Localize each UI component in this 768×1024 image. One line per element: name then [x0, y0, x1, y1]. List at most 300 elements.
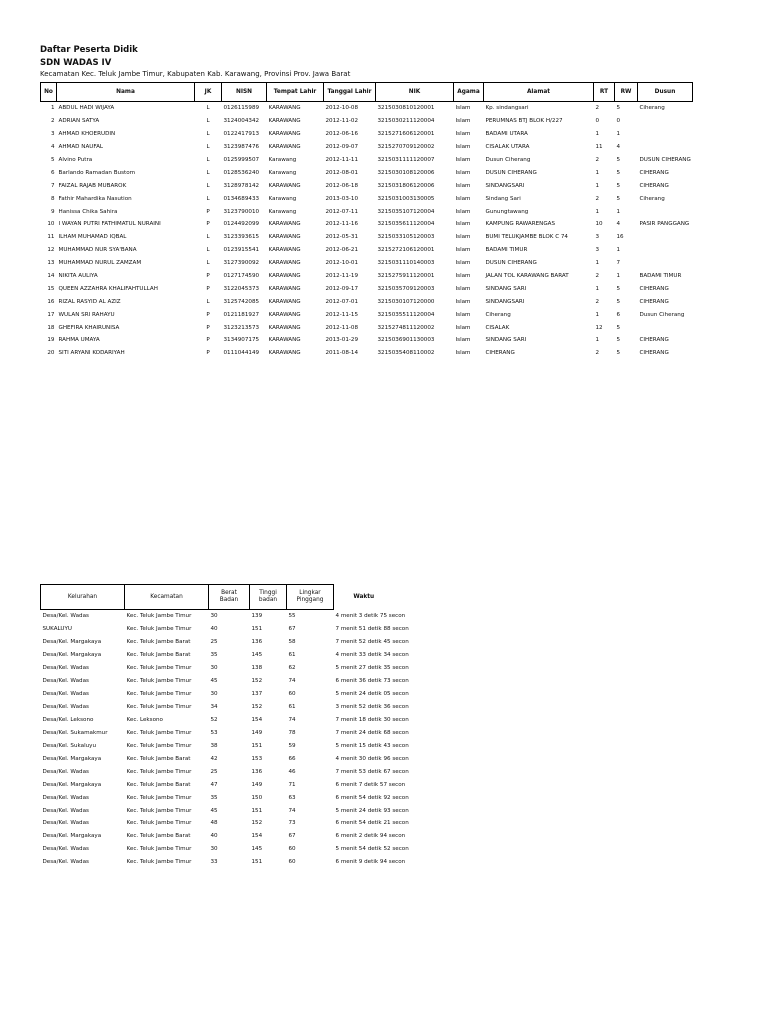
table-cell: 1: [616, 247, 621, 254]
table-cell: [638, 128, 693, 141]
table-cell: DUSUN CIHERANG: [485, 169, 537, 176]
table-cell: 2012-08-01: [325, 169, 359, 176]
table-cell: 149: [251, 729, 263, 736]
table-cell: Islam: [455, 247, 471, 254]
table-cell: 6: [616, 311, 621, 318]
table-cell: 5: [616, 169, 621, 176]
table-cell: AHMAD KHOERUDIN: [58, 131, 116, 138]
table-cell: CIHERANG: [639, 337, 669, 344]
table-cell: KARAWANG: [268, 182, 301, 189]
table-cell: 0134689433: [223, 195, 260, 202]
table-cell: P: [206, 273, 210, 280]
table-cell: Islam: [455, 337, 471, 344]
table-cell: Kec. Teluk Jambe Timur: [126, 846, 192, 853]
table-cell: 5: [50, 157, 55, 163]
table-cell: 2012-11-08: [325, 324, 359, 331]
students-column-header: NIK: [376, 83, 454, 102]
table-cell: Barlando Ramadan Bustom: [58, 169, 136, 176]
table-cell: [638, 205, 693, 218]
table-cell: 3215035511120004: [377, 311, 435, 318]
table-cell: 42: [210, 755, 218, 762]
table-cell: P: [206, 221, 210, 228]
table-cell: 2: [595, 195, 600, 202]
school-name: SDN WADAS IV: [40, 58, 112, 68]
table-cell: Ciherang: [639, 105, 665, 112]
table-cell: 19: [47, 337, 55, 344]
table-cell: Desa/Kel. Wadas: [42, 691, 89, 698]
table-cell: 1: [595, 285, 600, 292]
table-cell: 12: [47, 247, 55, 254]
table-cell: 5: [616, 337, 621, 344]
table-cell: 2012-11-16: [325, 221, 359, 228]
table-cell: 145: [251, 846, 263, 853]
table-cell: 48: [210, 820, 218, 827]
table-cell: Islam: [455, 195, 471, 202]
table-cell: 4: [616, 221, 621, 228]
table-cell: Desa/Kel. Wadas: [42, 768, 89, 775]
table-cell: 1: [50, 105, 55, 112]
table-cell: AHMAD NAUFAL: [58, 144, 104, 151]
table-cell: 66: [288, 755, 296, 762]
table-cell: 0: [595, 118, 600, 125]
table-cell: 0127174590: [223, 273, 260, 280]
table-cell: 3124004342: [223, 118, 260, 125]
table-cell: 3215030107120000: [377, 298, 435, 305]
table-cell: 2012-06-16: [325, 131, 359, 138]
table-cell: FAIZAL RAJAB MUBAROK: [58, 182, 127, 189]
table-cell: 136: [251, 768, 263, 775]
students-column-header: Tanggal Lahir: [324, 83, 376, 102]
table-cell: 6 menit 36 detik 73 secon: [335, 678, 409, 685]
table-cell: 0128536240: [223, 169, 260, 176]
table-cell: 3128978142: [223, 182, 260, 189]
table-cell: 61: [288, 704, 296, 711]
location-line: Kecamatan Kec. Teluk Jambe Timur, Kabupaten Kab. Karawang, Provinsi Prov. Jawa Barat: [40, 70, 351, 78]
table-row: [41, 726, 394, 739]
table-cell: 10: [595, 221, 603, 228]
table-cell: Islam: [455, 298, 471, 305]
table-cell: 9: [50, 208, 55, 215]
table-cell: 17: [47, 311, 55, 318]
table-cell: [638, 321, 693, 334]
table-row: [41, 610, 394, 623]
table-cell: L: [206, 182, 210, 189]
table-cell: Kec. Teluk Jambe Barat: [126, 652, 191, 659]
table-cell: Islam: [455, 131, 471, 138]
students-column-header: Dusun: [638, 83, 693, 102]
students-column-header: No: [41, 83, 57, 102]
table-cell: [638, 141, 693, 154]
table-cell: 0: [616, 118, 621, 125]
table-cell: SITI ARYANI KODARIYAH: [58, 350, 125, 357]
table-cell: 3123790010: [223, 208, 260, 215]
table-cell: 2012-05-31: [325, 234, 359, 241]
table-cell: 5: [616, 350, 621, 357]
table-row: [41, 308, 693, 321]
table-row: [41, 714, 394, 727]
table-cell: 0124492099: [223, 221, 260, 228]
table-cell: 20: [47, 350, 55, 357]
table-cell: 3215031806120006: [377, 182, 435, 189]
table-cell: 74: [288, 678, 296, 685]
table-cell: 3215035709120003: [377, 285, 435, 292]
table-cell: 2012-11-11: [325, 157, 359, 163]
table-cell: 73: [288, 820, 296, 827]
table-cell: 136: [251, 639, 263, 646]
table-cell: 2: [595, 298, 600, 305]
table-cell: 5: [616, 182, 621, 189]
table-cell: Kec. Teluk Jambe Timur: [126, 613, 192, 620]
table-row: [41, 295, 693, 308]
table-cell: 3215270709120002: [377, 144, 435, 151]
table-cell: 67: [288, 626, 296, 633]
table-row: [41, 282, 693, 295]
table-cell: 2: [50, 118, 55, 125]
table-cell: 45: [210, 678, 218, 685]
table-cell: 152: [251, 820, 263, 827]
table-cell: Islam: [455, 144, 471, 151]
table-cell: L: [206, 298, 210, 305]
table-cell: 2: [595, 105, 600, 112]
table-cell: 30: [210, 613, 218, 620]
table-cell: KARAWANG: [268, 105, 301, 112]
table-cell: 137: [251, 691, 263, 698]
table-cell: Kec. Leksono: [126, 716, 163, 723]
table-cell: 1: [595, 131, 600, 138]
table-cell: Karawang: [268, 195, 297, 202]
table-cell: CIHERANG: [639, 298, 669, 305]
measurement-table-body: [41, 610, 409, 869]
table-cell: 1: [595, 311, 600, 318]
table-cell: 67: [288, 833, 296, 840]
table-cell: 10: [47, 221, 55, 228]
table-cell: Desa/Kel. Margakaya: [42, 755, 102, 762]
table-cell: 145: [251, 652, 263, 659]
table-cell: 18: [47, 324, 55, 331]
measurement-table: [40, 584, 409, 869]
table-cell: 2013-03-10: [325, 195, 359, 202]
table-cell: KARAWANG: [268, 234, 301, 241]
table-cell: Desa/Kel. Sukamakmur: [42, 729, 108, 736]
table-cell: Dusun Ciherang: [639, 311, 685, 318]
table-row: [41, 128, 693, 141]
table-cell: Kec. Teluk Jambe Timur: [126, 807, 192, 814]
table-cell: 6 menit 54 detik 92 secon: [335, 794, 409, 801]
table-cell: 12: [595, 324, 603, 331]
table-cell: 6 menit 54 detik 21 secon: [335, 820, 409, 827]
table-cell: 30: [210, 691, 218, 698]
table-cell: 3215030810120001: [377, 105, 435, 112]
table-cell: 6 menit 7 detik 57 secon: [335, 781, 406, 788]
table-cell: I WAYAN PUTRI FATHIMATUL NURAINI: [58, 221, 161, 228]
table-cell: Islam: [455, 182, 471, 189]
table-cell: MUHAMMAD NUR SYA'BANA: [58, 247, 137, 254]
table-cell: 151: [251, 807, 263, 814]
table-row: [41, 739, 394, 752]
table-row: [41, 791, 394, 804]
table-cell: 2: [595, 157, 600, 163]
students-column-header: Agama: [454, 83, 484, 102]
table-cell: Islam: [455, 169, 471, 176]
table-row: [41, 843, 394, 856]
records-column-header: Waktu: [353, 593, 375, 600]
table-cell: Desa/Kel. Wadas: [42, 704, 89, 711]
table-cell: Kec. Teluk Jambe Timur: [126, 665, 192, 672]
table-cell: SINDANGSARI: [485, 182, 525, 189]
table-cell: 7 menit 51 detik 88 secon: [335, 626, 409, 633]
table-cell: 25: [210, 639, 218, 646]
table-cell: Kec. Teluk Jambe Timur: [126, 691, 192, 698]
table-cell: Kec. Teluk Jambe Timur: [126, 704, 192, 711]
table-row: [41, 115, 693, 128]
table-cell: 5: [616, 157, 621, 163]
table-cell: 38: [210, 742, 218, 749]
table-cell: Karawang: [268, 157, 297, 163]
table-cell: Kec. Teluk Jambe Timur: [126, 794, 192, 801]
table-cell: KARAWANG: [268, 118, 301, 125]
table-cell: Kec. Teluk Jambe Timur: [126, 859, 192, 866]
table-cell: 0111044149: [223, 350, 260, 357]
table-cell: 1: [616, 273, 621, 280]
table-cell: KARAWANG: [268, 350, 301, 357]
table-cell: 7 menit 24 detik 68 secon: [335, 729, 409, 736]
table-cell: 3215030108120006: [377, 169, 435, 176]
table-cell: 1: [595, 208, 600, 215]
table-cell: 71: [288, 781, 296, 788]
table-cell: L: [206, 144, 210, 151]
table-cell: 7 menit 52 detik 45 secon: [335, 639, 409, 646]
table-cell: Desa/Kel. Margakaya: [42, 639, 102, 646]
table-cell: 0121181927: [223, 311, 260, 318]
table-cell: Kec. Teluk Jambe Barat: [126, 639, 191, 646]
table-cell: P: [206, 324, 210, 331]
table-cell: L: [206, 118, 210, 125]
table-cell: 7: [616, 260, 621, 267]
table-cell: 7 menit 18 detik 30 secon: [335, 716, 409, 723]
table-cell: 16: [616, 234, 624, 241]
table-cell: 3215031111120007: [377, 157, 435, 163]
table-cell: 3215031003130005: [377, 195, 435, 202]
table-cell: 11: [595, 144, 603, 151]
table-row: [41, 321, 693, 334]
table-cell: 3123393615: [223, 234, 260, 241]
table-cell: 154: [251, 716, 263, 723]
table-cell: 60: [288, 846, 296, 853]
table-cell: Desa/Kel. Wadas: [42, 665, 89, 672]
table-cell: 78: [288, 729, 296, 736]
table-cell: 2011-08-14: [325, 350, 359, 357]
table-cell: Ciherang: [639, 195, 665, 202]
table-cell: 2012-11-15: [325, 311, 359, 318]
table-cell: CIHERANG: [639, 182, 669, 189]
student-table-header: [41, 83, 693, 102]
table-cell: Islam: [455, 221, 471, 228]
table-cell: 5: [616, 298, 621, 305]
table-cell: Islam: [455, 260, 471, 267]
table-row: [41, 334, 693, 347]
table-cell: 1: [595, 169, 600, 176]
table-cell: 3134907175: [223, 337, 260, 344]
table-cell: 4 menit 30 detik 96 secon: [335, 755, 409, 762]
table-cell: Islam: [455, 118, 471, 125]
table-cell: Kec. Teluk Jambe Barat: [126, 833, 191, 840]
table-cell: 1: [595, 182, 600, 189]
table-cell: 0122417913: [223, 131, 260, 138]
table-row: [41, 804, 394, 817]
table-cell: CIHERANG: [485, 350, 515, 357]
table-cell: 5 menit 24 detik 93 secon: [335, 807, 409, 814]
table-cell: 35: [210, 652, 218, 659]
table-cell: 4 menit 3 detik 75 secon: [335, 613, 406, 620]
table-cell: P: [206, 350, 210, 357]
table-cell: 4: [50, 144, 55, 151]
table-cell: Desa/Kel. Wadas: [42, 613, 89, 620]
table-cell: SUKALUYU: [42, 626, 72, 633]
table-cell: KARAWANG: [268, 285, 301, 292]
table-cell: Dusun Ciherang: [485, 157, 531, 163]
table-row: [41, 257, 693, 270]
table-cell: 46: [288, 768, 296, 775]
table-row: [41, 830, 394, 843]
table-cell: 3127390092: [223, 260, 260, 267]
table-cell: Desa/Kel. Leksono: [42, 716, 94, 723]
table-cell: 16: [47, 298, 55, 305]
table-cell: CIHERANG: [639, 169, 669, 176]
table-cell: Karawang: [268, 208, 297, 215]
table-cell: Gunungtawang: [485, 208, 529, 215]
table-cell: 14: [47, 273, 55, 280]
table-cell: [638, 257, 693, 270]
table-cell: 2012-11-02: [325, 118, 359, 125]
table-cell: SINDANGSARI: [485, 298, 525, 305]
table-cell: 2012-10-01: [325, 260, 359, 267]
table-cell: 3122045373: [223, 285, 260, 292]
table-cell: P: [206, 285, 210, 292]
table-row: [41, 856, 394, 869]
table-cell: 5: [616, 324, 621, 331]
table-cell: 1: [616, 208, 621, 215]
table-cell: Kec. Teluk Jambe Timur: [126, 742, 192, 749]
table-cell: 2012-06-18: [325, 182, 359, 189]
table-cell: 3215033105120003: [377, 234, 435, 241]
table-cell: 60: [288, 859, 296, 866]
table-cell: Kec. Teluk Jambe Timur: [126, 626, 192, 633]
table-cell: NIKITA AULIYA: [58, 273, 98, 280]
table-row: [41, 166, 693, 179]
table-cell: 2012-06-21: [325, 247, 359, 254]
table-cell: 60: [288, 691, 296, 698]
table-cell: 30: [210, 846, 218, 853]
table-cell: Desa/Kel. Wadas: [42, 807, 89, 814]
table-cell: Desa/Kel. Wadas: [42, 678, 89, 685]
students-column-header: JK: [195, 83, 222, 102]
table-cell: 1: [595, 260, 600, 267]
table-cell: Desa/Kel. Wadas: [42, 846, 89, 853]
table-cell: BADAMI TIMUR: [485, 247, 528, 254]
table-cell: PASIR PANGGANG: [639, 221, 690, 228]
table-cell: 151: [251, 742, 263, 749]
table-cell: 11: [47, 234, 55, 241]
table-cell: 5: [616, 195, 621, 202]
table-cell: Kec. Teluk Jambe Barat: [126, 781, 191, 788]
table-cell: 3215275911120001: [377, 273, 435, 280]
table-cell: 149: [251, 781, 263, 788]
table-cell: Islam: [455, 311, 471, 318]
table-cell: 62: [288, 665, 296, 672]
table-cell: L: [206, 169, 210, 176]
table-cell: RIZAL RASYID AL AZIZ: [58, 298, 121, 305]
table-cell: L: [206, 234, 210, 241]
students-column-header: Tempat Lahir: [267, 83, 324, 102]
table-cell: ABDUL HADI WIJAYA: [58, 105, 115, 112]
table-cell: KARAWANG: [268, 131, 301, 138]
table-cell: 1: [616, 131, 621, 138]
table-cell: 40: [210, 833, 218, 840]
table-cell: 5: [616, 105, 621, 112]
table-cell: Desa/Kel. Wadas: [42, 794, 89, 801]
table-cell: QUEEN AZZAHRA KHALIFAHTULLAH: [58, 285, 158, 292]
table-cell: 8: [50, 195, 55, 202]
table-cell: Desa/Kel. Margakaya: [42, 781, 102, 788]
records-column-header: Kecamatan: [125, 585, 209, 610]
table-cell: CISALAK: [485, 324, 510, 331]
students-column-header: Alamat: [484, 83, 594, 102]
table-cell: 6 menit 2 detik 94 secon: [335, 833, 406, 840]
table-cell: 2012-09-17: [325, 285, 359, 292]
table-cell: 3215274811120002: [377, 324, 435, 331]
table-row: [41, 192, 693, 205]
table-cell: 6 menit 9 detik 94 secon: [335, 859, 406, 866]
table-cell: Islam: [455, 350, 471, 357]
table-cell: 3123987476: [223, 144, 260, 151]
table-cell: BADAMI UTARA: [485, 131, 528, 138]
table-row: [41, 141, 693, 154]
table-cell: BADAMI TIMUR: [639, 273, 682, 280]
table-row: [41, 701, 394, 714]
table-cell: Kp. sindangsari: [485, 105, 529, 112]
table-cell: 2013-01-29: [325, 337, 359, 344]
table-cell: CIHERANG: [639, 350, 669, 357]
table-cell: 150: [251, 794, 263, 801]
table-cell: 151: [251, 626, 263, 633]
table-cell: 3215035107120004: [377, 208, 435, 215]
table-cell: 55: [288, 613, 296, 620]
table-row: [41, 636, 394, 649]
table-cell: 3215031110140003: [377, 260, 435, 267]
table-row: [41, 270, 693, 283]
table-row: [41, 244, 693, 257]
table-cell: 3: [595, 247, 600, 254]
table-cell: 151: [251, 859, 263, 866]
table-cell: Islam: [455, 324, 471, 331]
table-row: [41, 347, 693, 360]
table-cell: [638, 244, 693, 257]
table-cell: MUHAMMAD NURUL ZAMZAM: [58, 260, 142, 267]
table-row: [41, 231, 693, 244]
table-cell: 152: [251, 704, 263, 711]
measurement-table-header: [41, 585, 394, 610]
table-cell: 15: [47, 285, 55, 292]
table-cell: KARAWANG: [268, 273, 301, 280]
table-row: [41, 649, 394, 662]
document-title: Daftar Peserta Didik: [40, 45, 138, 55]
table-row: [41, 752, 394, 765]
table-cell: DUSUN CIHERANG: [485, 260, 537, 267]
table-cell: ADRIAN SATYA: [58, 118, 100, 125]
table-cell: GHEFIRA KHAIRUNISA: [58, 324, 120, 331]
table-cell: 35: [210, 794, 218, 801]
table-cell: 3: [50, 131, 55, 138]
